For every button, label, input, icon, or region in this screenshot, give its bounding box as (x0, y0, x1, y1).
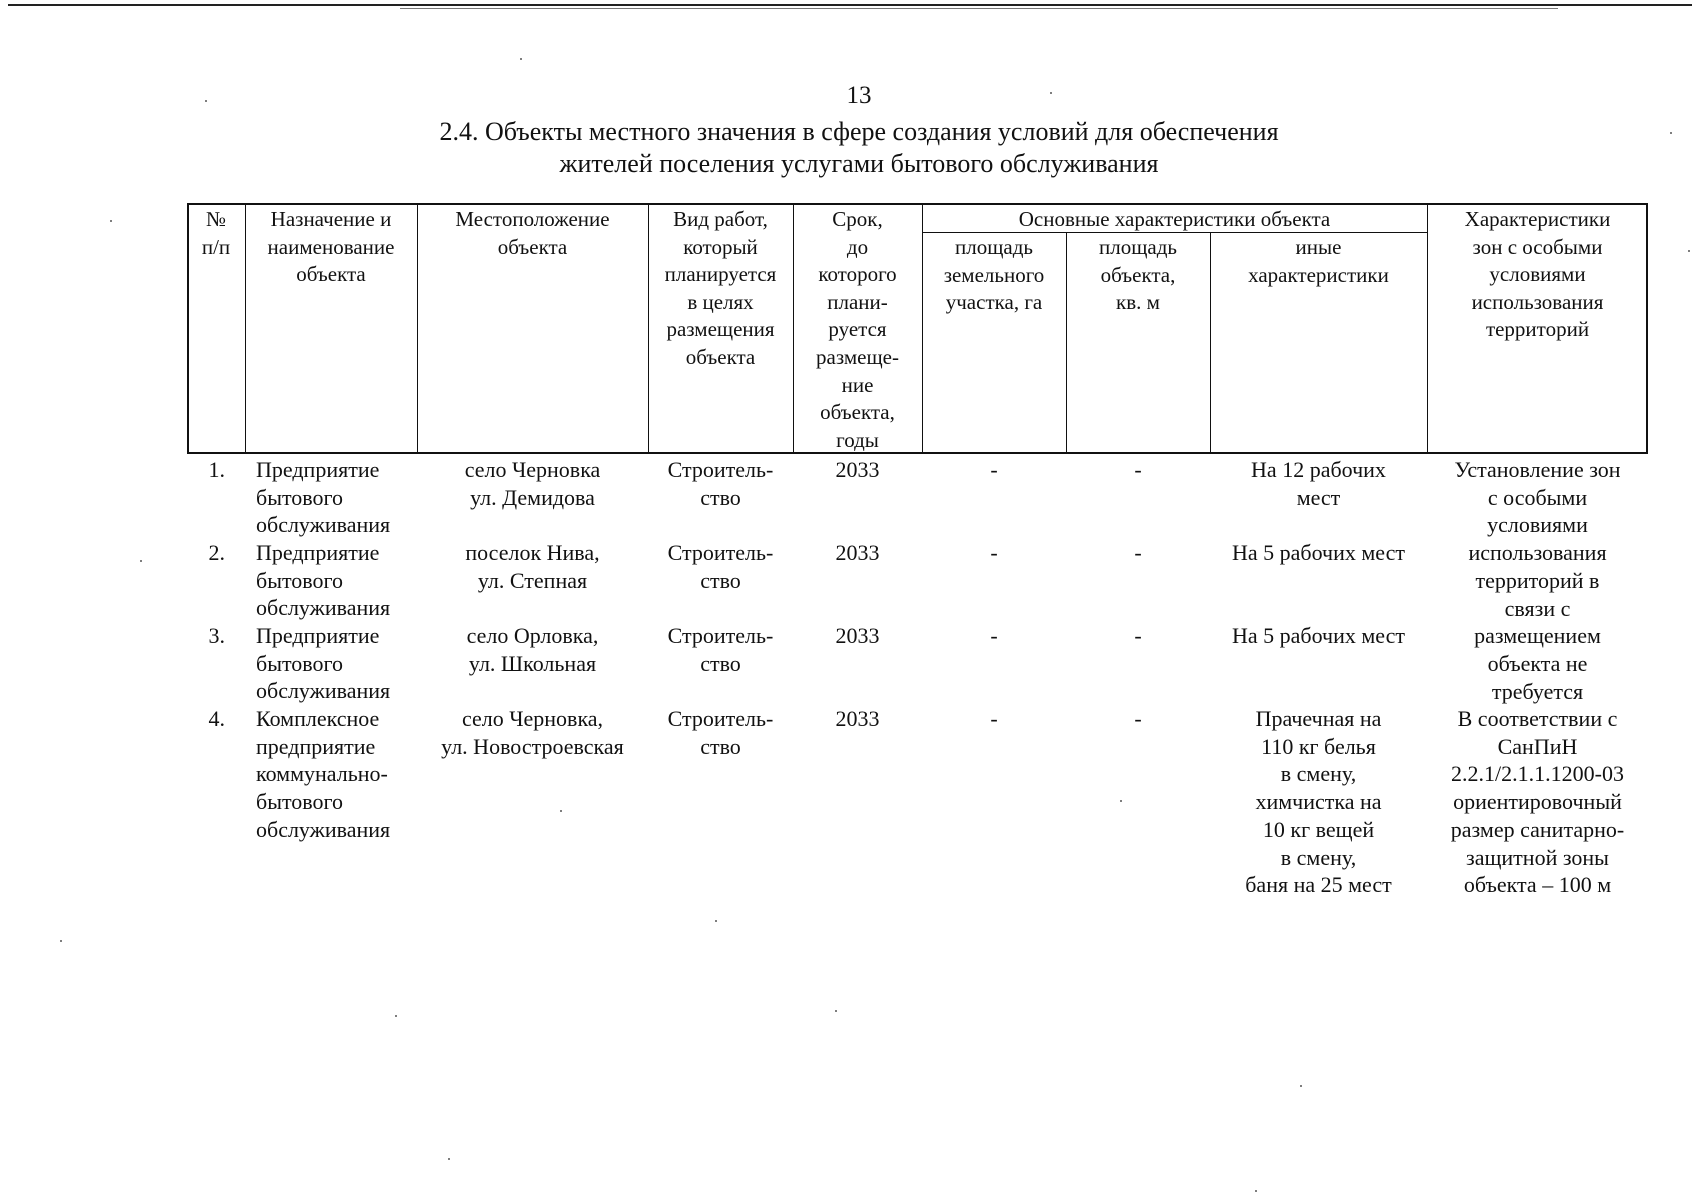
header-other-characteristics: иные характеристики (1248, 235, 1389, 287)
page-number: 13 (846, 82, 872, 109)
row-land-area: - (990, 706, 998, 731)
row-object-area: - (1134, 540, 1142, 565)
scan-speck (1120, 800, 1122, 802)
top-rule-secondary (400, 8, 1558, 9)
scan-speck (205, 100, 207, 102)
row-number: 2. (208, 540, 225, 565)
row-other-characteristics: На 12 рабочих мест (1251, 457, 1386, 510)
row-number: 1. (208, 457, 225, 482)
row-purpose: Предприятие бытового обслуживания (256, 623, 391, 704)
scan-speck (560, 810, 562, 812)
row-work-type: Строитель- ство (667, 457, 774, 510)
header-work-type: Вид работ, который планируется в целях размещения объекта (664, 207, 777, 369)
section-title (0, 116, 1698, 180)
row-purpose: Комплексное предприятие коммунально- бытового обслуживания (256, 706, 391, 842)
row-purpose: Предприятие бытового обслуживания (256, 540, 391, 621)
header-purpose: Назначение и наименование объекта (267, 207, 395, 287)
row-location: село Орловка, ул. Школьная (466, 623, 599, 676)
zones-note-row-4: В соответствии с СанПиН 2.2.1/2.1.1.1200-03 ориентировочный размер санитарно- защитной зоны объекта – 100 м (1450, 706, 1625, 898)
row-other-characteristics: На 5 рабочих мест (1232, 623, 1405, 648)
row-land-area: - (990, 457, 998, 482)
scan-speck (140, 560, 142, 562)
row-land-area: - (990, 540, 998, 565)
row-year: 2033 (835, 540, 880, 565)
row-other-characteristics: Прачечная на 110 кг белья в смену, химчистка на 10 кг вещей в смену, баня на 25 мест (1245, 706, 1392, 898)
row-purpose: Предприятие бытового обслуживания (256, 457, 391, 538)
row-object-area: - (1134, 457, 1142, 482)
scan-speck (520, 58, 522, 60)
section-title-line-2: жителей поселения услугами бытового обслуживания (559, 149, 1159, 178)
row-number: 4. (208, 706, 225, 731)
section-title-line-1: 2.4. Объекты местного значения в сфере создания условий для обеспечения (439, 117, 1279, 146)
header-zones: Характеристики зон с особыми условиями использования территорий (1464, 207, 1611, 342)
row-work-type: Строитель- ство (667, 623, 774, 676)
scan-speck (715, 920, 717, 922)
row-year: 2033 (835, 457, 880, 482)
scan-speck (835, 1010, 837, 1012)
scan-speck (110, 220, 112, 222)
top-rule (8, 4, 1692, 6)
header-main-characteristics: Основные характеристики объекта (1018, 207, 1331, 231)
zones-note-rows-1-3: Установление зон с особыми условиями использования территорий в связи с размещением объекта не требуется (1454, 457, 1621, 704)
scan-speck (1255, 1190, 1257, 1192)
row-year: 2033 (835, 623, 880, 648)
header-num: № п/п (201, 207, 231, 259)
scan-speck (1300, 1085, 1302, 1087)
row-work-type: Строитель- ство (667, 706, 774, 759)
row-land-area: - (990, 623, 998, 648)
row-number: 3. (208, 623, 225, 648)
header-object-area: площадь объекта, кв. м (1099, 235, 1177, 315)
scan-speck (1670, 132, 1672, 134)
row-object-area: - (1134, 706, 1142, 731)
row-work-type: Строитель- ство (667, 540, 774, 593)
header-location: Местоположение объекта (455, 207, 610, 259)
row-location: село Черновка ул. Демидова (464, 457, 601, 510)
row-other-characteristics: На 5 рабочих мест (1232, 540, 1405, 565)
row-object-area: - (1134, 623, 1142, 648)
row-location: село Черновка, ул. Новостроевская (441, 706, 624, 759)
scan-speck (60, 940, 62, 942)
scan-speck (1688, 250, 1690, 252)
scan-speck (448, 1158, 450, 1160)
row-location: поселок Нива, ул. Степная (465, 540, 600, 593)
row-year: 2033 (835, 706, 880, 731)
header-deadline: Срок, до которого плани- руется размеще- ние объекта, годы (816, 207, 899, 452)
scan-speck (1050, 92, 1052, 94)
scan-speck (395, 1015, 397, 1017)
header-land-area: площадь земельного участка, га (943, 235, 1045, 315)
